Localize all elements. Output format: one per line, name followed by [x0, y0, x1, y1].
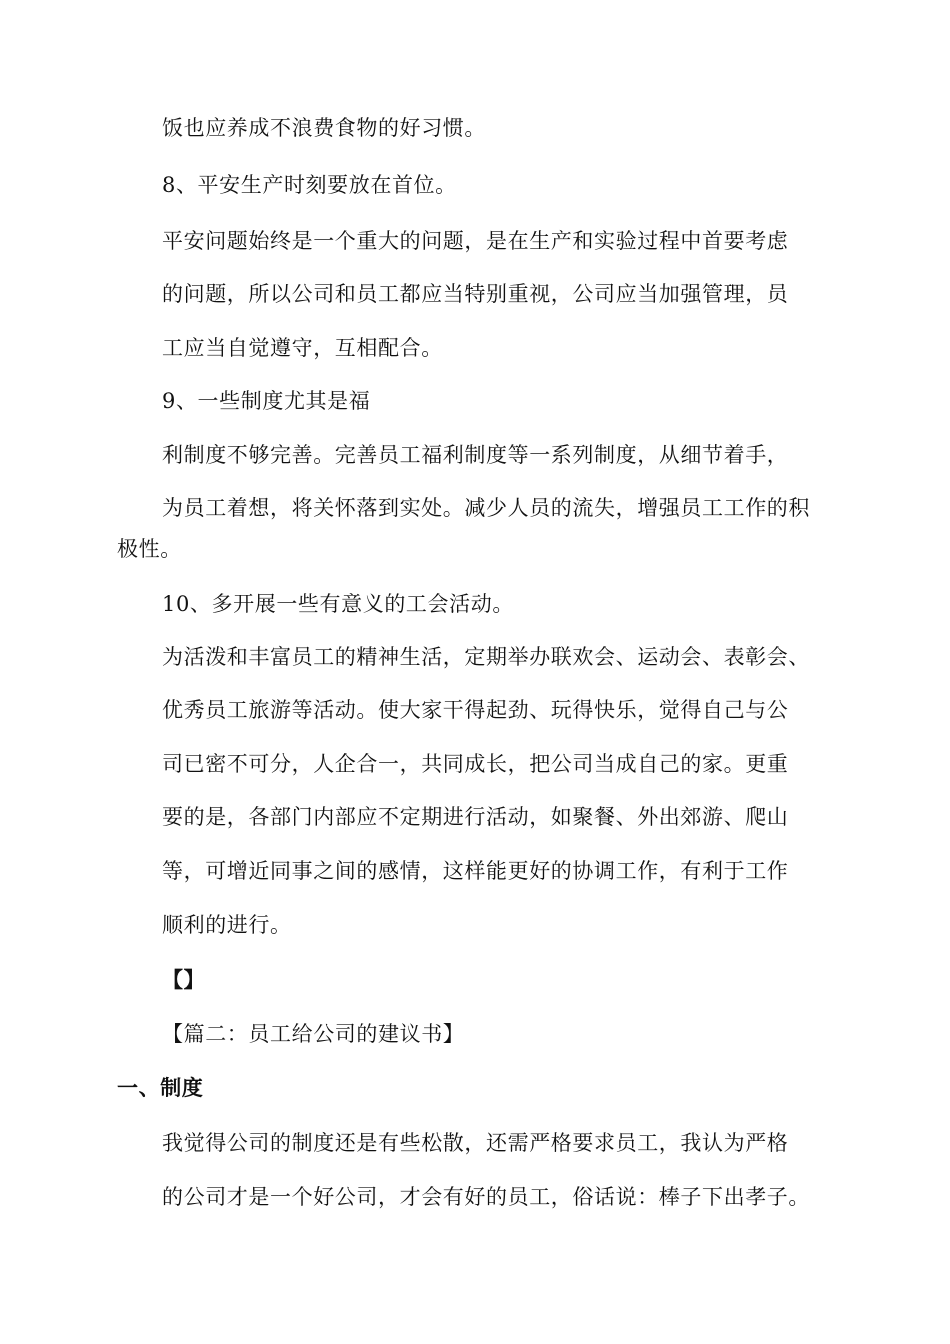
- section-heading-10: 10、多开展一些有意义的工会活动。: [162, 592, 514, 616]
- paragraph-line: 等，可增近同事之间的感情，这样能更好的协调工作，有利于工作: [162, 859, 789, 883]
- paragraph-line: 司已密不可分，人企合一，共同成长，把公司当成自己的家。更重: [162, 752, 789, 776]
- empty-bracket-heading: 【】: [162, 968, 206, 992]
- paragraph-line: 饭也应养成不浪费食物的好习惯。: [162, 116, 486, 140]
- paragraph-line: 要的是，各部门内部应不定期进行活动，如聚餐、外出郊游、爬山: [162, 805, 789, 829]
- paragraph-line: 的公司才是一个好公司，才会有好的员工，俗话说：棒子下出孝子。: [162, 1185, 810, 1209]
- paragraph-line: 我觉得公司的制度还是有些松散，还需严格要求员工，我认为严格: [162, 1131, 789, 1155]
- paragraph-line: 的问题，所以公司和员工都应当特别重视，公司应当加强管理，员: [162, 282, 789, 306]
- paragraph-line: 工应当自觉遵守，互相配合。: [162, 336, 443, 360]
- section-heading-system: 一、制度: [117, 1076, 204, 1100]
- paragraph-line: 平安问题始终是一个重大的问题，是在生产和实验过程中首要考虑: [162, 229, 789, 253]
- paragraph-line: 优秀员工旅游等活动。使大家干得起劲、玩得快乐，觉得自己与公: [162, 698, 789, 722]
- section-heading-8: 8、平安生产时刻要放在首位。: [162, 173, 457, 197]
- paragraph-line: 利制度不够完善。完善员工福利制度等一系列制度，从细节着手，: [162, 443, 789, 467]
- part-two-title: 【篇二：员工给公司的建议书】: [162, 1022, 465, 1046]
- paragraph-line: 为员工着想，将关怀落到实处。减少人员的流失，增强员工工作的积: [162, 496, 810, 520]
- paragraph-line: 顺利的进行。: [162, 913, 292, 937]
- paragraph-line: 为活泼和丰富员工的精神生活，定期举办联欢会、运动会、表彰会、: [162, 645, 810, 669]
- paragraph-line: 极性。: [117, 537, 182, 561]
- section-heading-9: 9、一些制度尤其是福: [162, 389, 371, 413]
